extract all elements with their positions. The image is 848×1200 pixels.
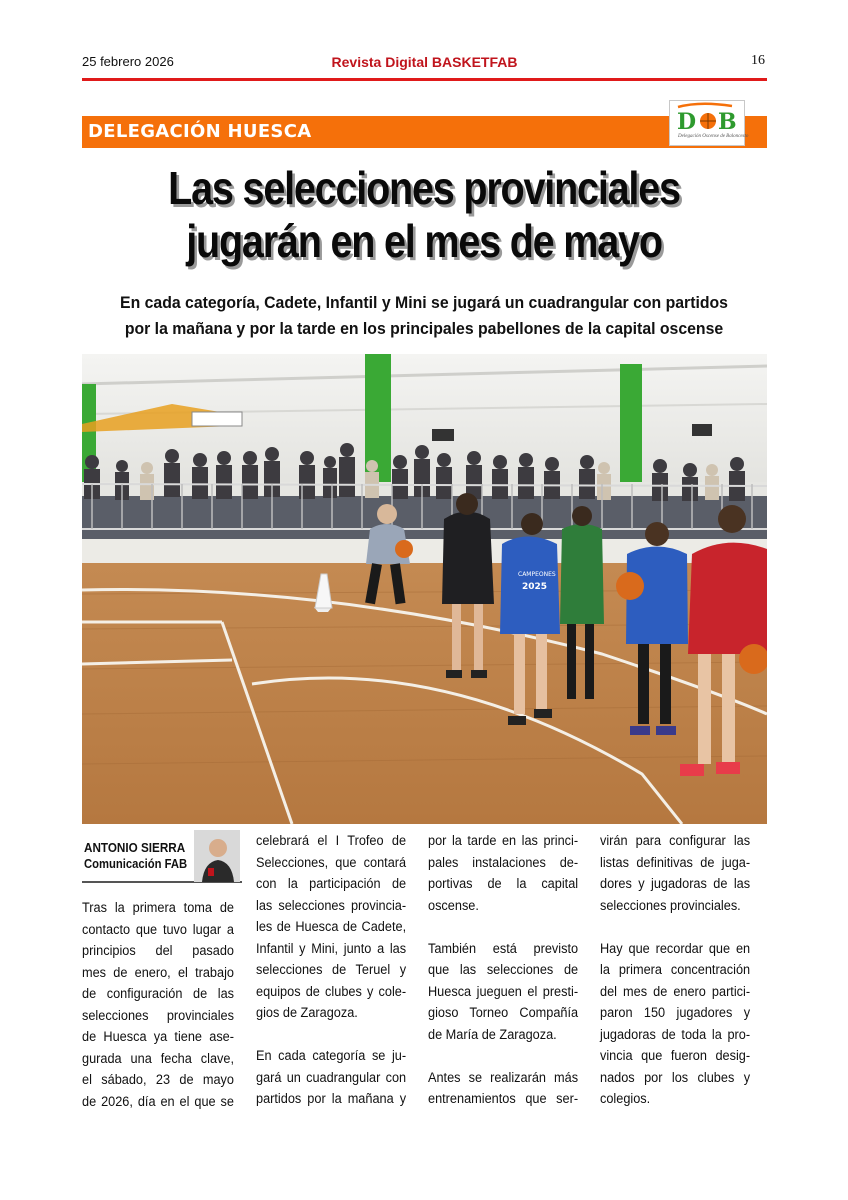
text-line: el sábado, 23 de mayo: [82, 1072, 234, 1087]
jersey-text: CAMPEONES: [518, 571, 556, 578]
section-bar: [82, 116, 767, 148]
article-subhead: [95, 290, 753, 342]
author-role: Comunicación FAB: [84, 857, 188, 871]
text-line: gioso Torneo Compañía: [428, 1005, 579, 1020]
text-line: entrenamientos que ser-: [428, 1091, 579, 1106]
text-line: listas definitivas de juga-: [600, 854, 751, 870]
text-line: paron 150 jugadores y: [600, 1005, 751, 1020]
paragraph-gap: [428, 1045, 578, 1067]
text-line: Antes se realizarán más: [428, 1069, 579, 1085]
text-line: las selecciones provincia-: [256, 897, 407, 913]
text-line: celebrará el I Trofeo de: [256, 833, 407, 848]
text-line: También está previsto: [428, 940, 579, 956]
article-headline: [111, 162, 737, 268]
paragraph-gap: [256, 1024, 406, 1046]
text-line: les de Huesca de Cadete,: [256, 919, 407, 934]
magazine-title: Revista Digital BASKETFAB: [331, 54, 518, 70]
text-line: del mes de enero partici-: [600, 983, 751, 999]
text-line: selecciones de Teruel y: [256, 962, 407, 977]
text-line: pales instalaciones de-: [428, 854, 579, 870]
text-line: de configuración de las: [82, 986, 234, 1001]
text-line: Infantil y Mini, junto a las: [256, 940, 407, 956]
text-line: por la tarde en las princi-: [428, 833, 579, 848]
paragraph-gap: [600, 916, 750, 938]
text-line: partidos por la mañana y: [256, 1091, 407, 1106]
headline-line: jugarán en el mes de mayo: [186, 215, 662, 267]
text-line: oscense.: [428, 897, 479, 913]
author-name: ANTONIO SIERRA: [84, 840, 186, 855]
text-line: portivas de la capital: [428, 876, 579, 891]
text-line: la primera concentración: [600, 962, 751, 977]
text-line: contacto que tuvo lugar a: [82, 921, 234, 937]
article-column: [600, 830, 750, 1110]
text-line: Selecciones, que contará: [256, 854, 407, 870]
paragraph-gap: [428, 916, 578, 938]
text-line: selecciones provinciales: [82, 1007, 234, 1023]
author-photo: [194, 830, 240, 882]
svg-text:D: D: [677, 109, 697, 135]
text-line: de Huesca ya tiene ase-: [82, 1029, 234, 1044]
text-line: con la participación de: [256, 876, 407, 891]
article-photo: [82, 354, 767, 824]
subhead-line: En cada categoría, Cadete, Infantil y Mini se jugará un cuadrangular con partidos: [120, 293, 728, 312]
text-line: Hay que recordar que en: [600, 940, 751, 956]
page-number: 16: [751, 53, 765, 68]
text-line: jugadoras de toda la pro-: [600, 1026, 751, 1042]
text-line: virán para configurar las: [600, 833, 751, 848]
text-line: gará un cuadrangular con: [256, 1069, 407, 1085]
training-session-image: [82, 354, 767, 824]
text-line: de 2026, día en el que se: [82, 1093, 234, 1109]
section-label: DELEGACIÓN HUESCA: [88, 121, 312, 142]
text-line: nados por los clubes y: [600, 1069, 751, 1085]
article-column: [82, 897, 234, 1112]
text-line: selecciones provinciales.: [600, 897, 741, 913]
text-line: colegios.: [600, 1091, 651, 1106]
text-line: dores y jugadoras de las: [600, 876, 751, 891]
jersey-year: 2025: [522, 582, 548, 592]
text-line: Huesca jueguen el presti-: [428, 983, 579, 999]
text-line: de María de Zaragoza.: [428, 1026, 557, 1042]
delegation-logo: [669, 100, 749, 146]
text-line: mes de enero, el trabajo: [82, 964, 234, 980]
text-line: que las selecciones de: [428, 962, 579, 977]
text-line: gurada una fecha clave,: [82, 1050, 234, 1066]
text-line: vincia que fueron desig-: [600, 1048, 751, 1063]
article-column: [256, 830, 406, 1110]
headline-line: Las selecciones provinciales: [168, 162, 680, 214]
logo-caption: Delegación Oscense de Baloncesto: [678, 134, 749, 139]
header-rule: [82, 78, 767, 81]
dob-logo-icon: [670, 101, 746, 135]
text-line: gios de Zaragoza.: [256, 1005, 358, 1020]
page-header: [82, 54, 767, 76]
subhead-line: por la mañana y por la tarde en los principales pabellones de la capital oscense: [124, 319, 724, 338]
issue-date: 25 febrero 2026: [82, 54, 174, 69]
text-line: En cada categoría se ju-: [256, 1048, 407, 1063]
text-line: Tras la primera toma de: [82, 900, 234, 915]
article-column: [428, 830, 578, 1110]
text-line: equipos de clubes y cole-: [256, 983, 407, 999]
text-line: principios del pasado: [82, 943, 234, 958]
svg-text:B: B: [718, 109, 737, 135]
author-byline: [82, 830, 242, 882]
